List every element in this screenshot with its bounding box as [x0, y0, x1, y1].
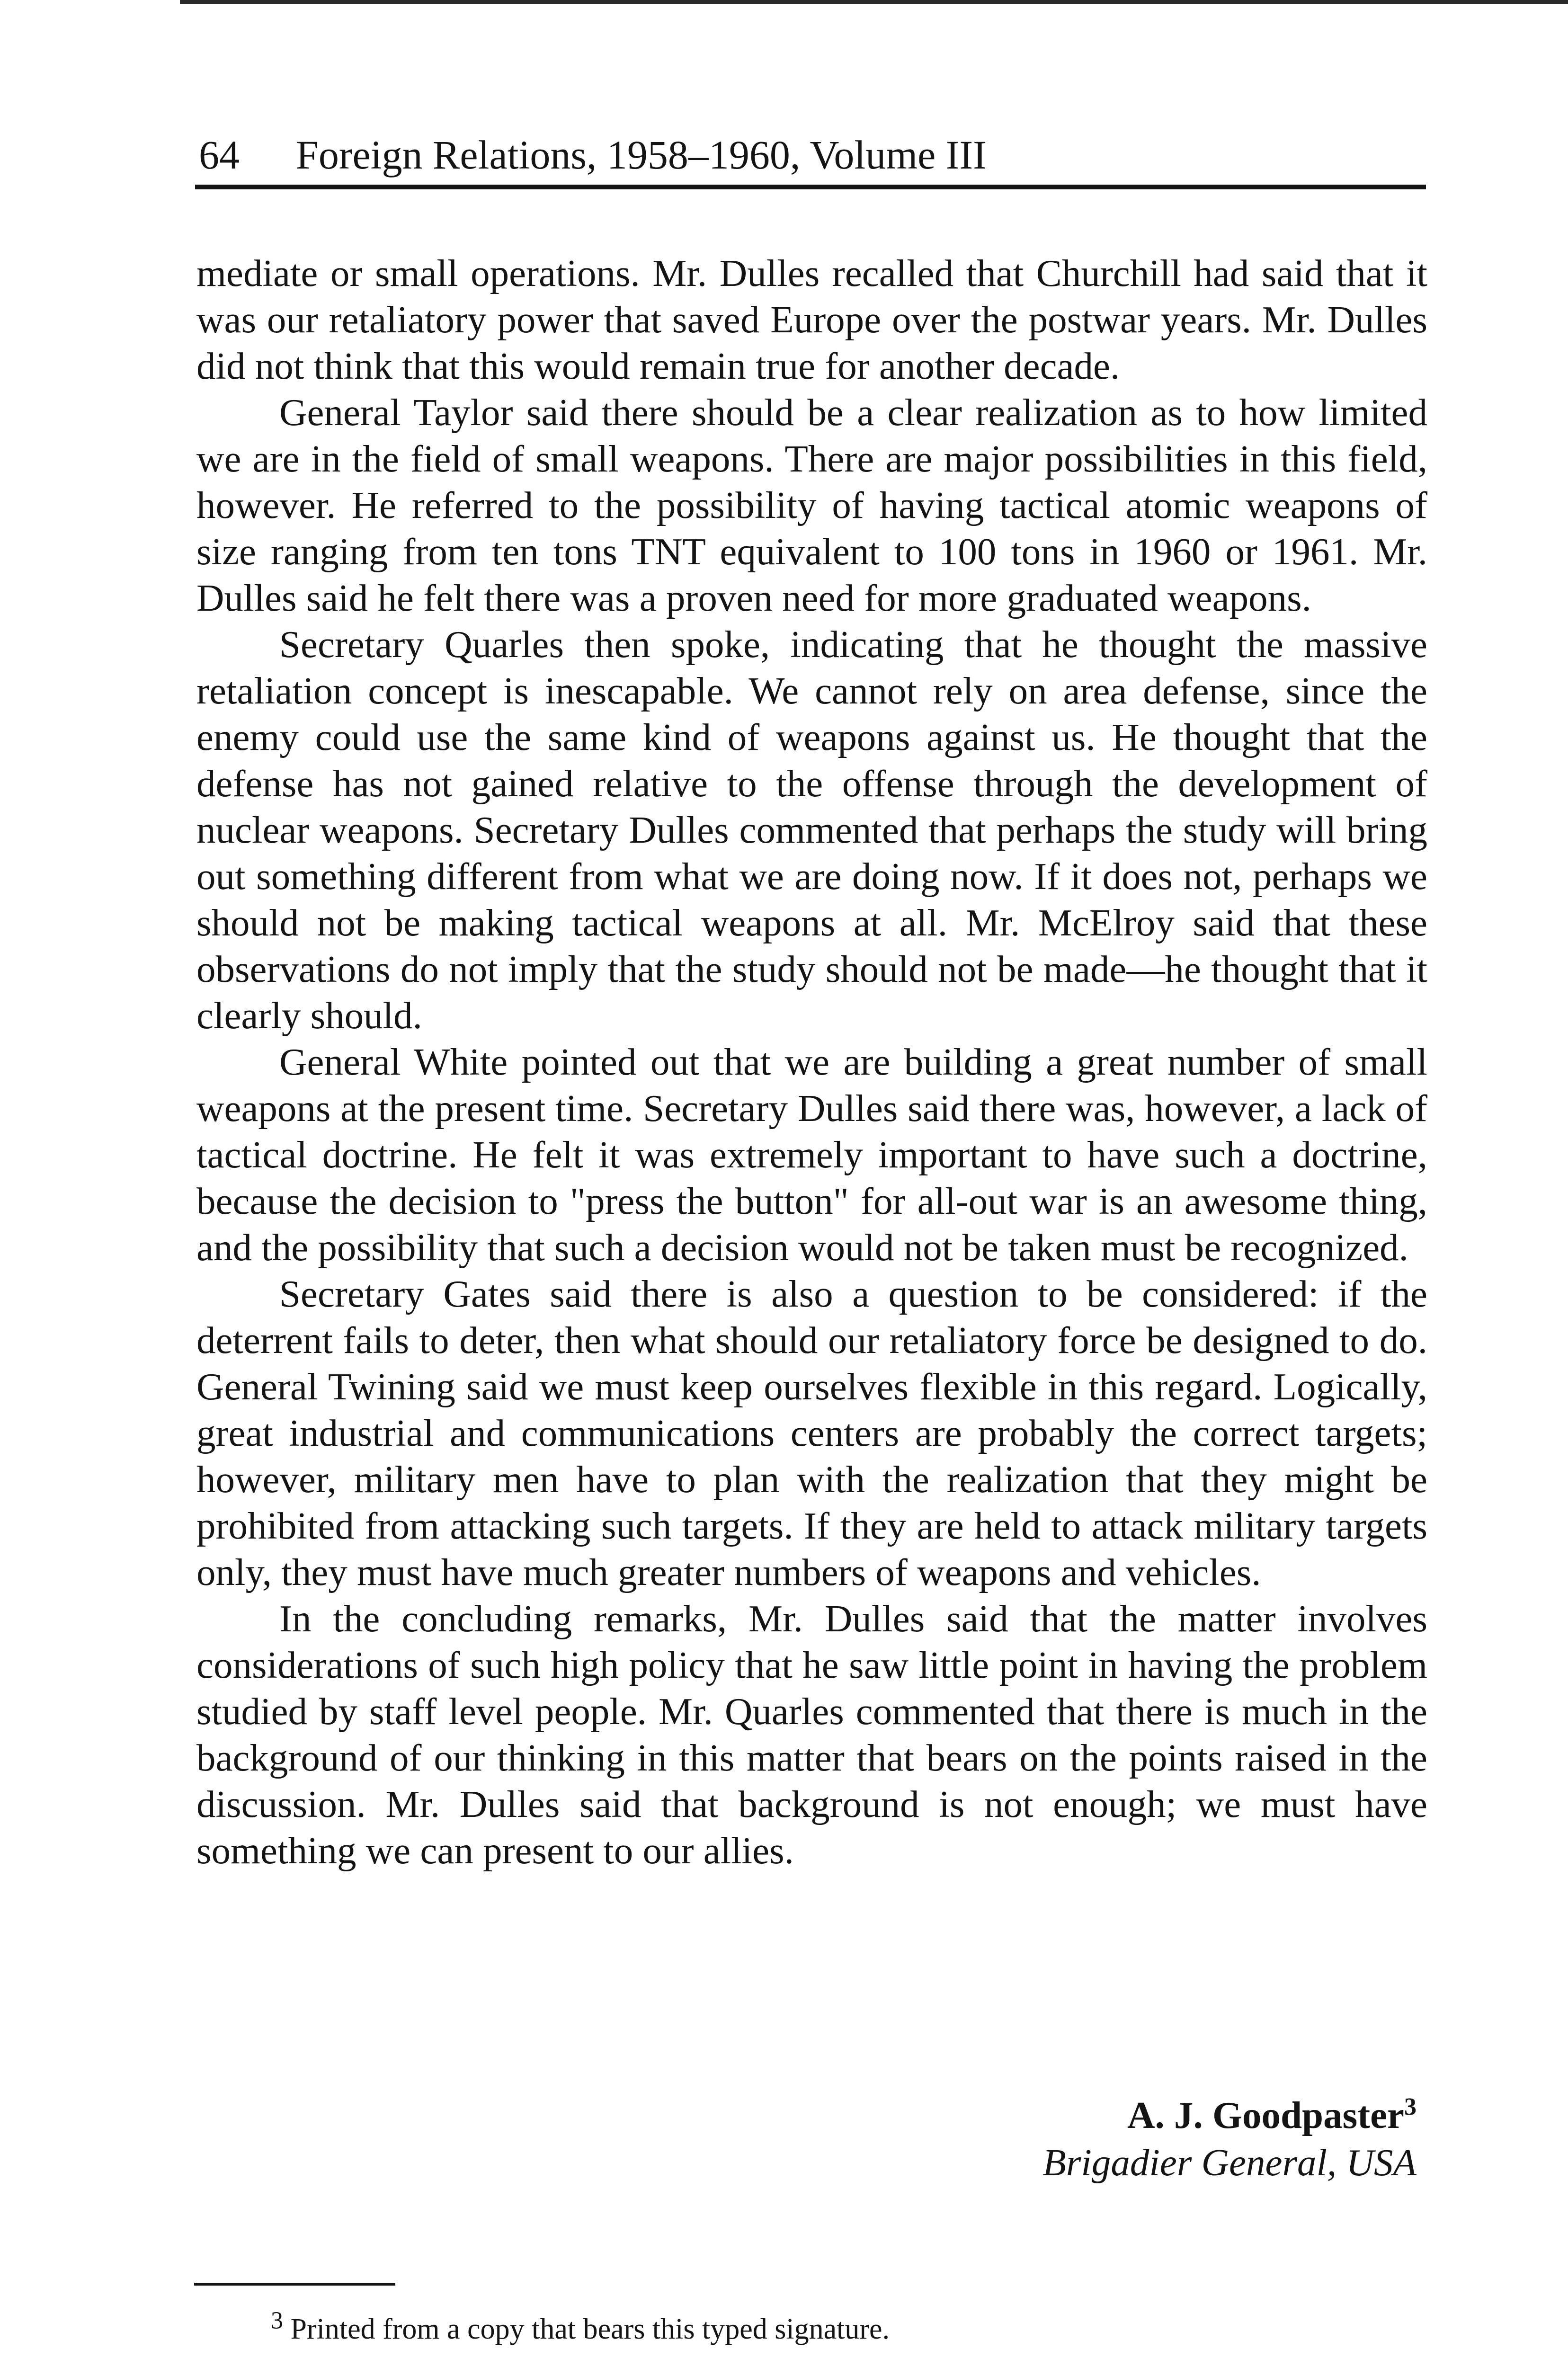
page-number: 64	[199, 132, 240, 178]
signature-title: Brigadier General, USA	[1042, 2141, 1417, 2184]
paragraph: General White pointed out that we are building a great number of small weapons at the present time. Secretary Dulles said there was, however, a lack of tactical doctrine. He felt it was extremely important to have such a doctrine, because the decision to "press the button" for all-out war is an awesome thing, and the possibility that such a decision would not be taken must be recognized.	[196, 1041, 1427, 1269]
signature-name	[900, 2091, 1417, 2139]
running-head	[199, 124, 1430, 186]
paragraph: mediate or small operations. Mr. Dulles recalled that Churchill had said that it was our retaliatory power that saved Europe over the postwar years. Mr. Dulles did not think that this would remain true for another decade.	[196, 252, 1427, 387]
footnote-text: Printed from a copy that bears this typed signature.	[290, 2313, 890, 2345]
signature-name-text: A. J. Goodpaster	[1127, 2094, 1404, 2136]
document-body	[196, 250, 1427, 1874]
page-top-edge	[180, 0, 1568, 4]
signature-footnote-mark: 3	[1404, 2093, 1417, 2120]
header-rule	[195, 185, 1426, 189]
footnote-mark: 3	[271, 2307, 283, 2334]
paragraph: General Taylor said there should be a clear realization as to how limited we are in the field of small weapons. There are major possibilities in this field, however. He referred to the possibility of having tactical atomic weapons of size ranging from ten tons TNT equivalent to 100 tons in 1960 or 1961. Mr. Dulles said he felt there was a proven need for more graduated weapons.	[196, 391, 1427, 619]
paragraph: Secretary Gates said there is also a question to be considered: if the deterrent fails to deter, then what should our retaliatory force be designed to do. General Twining said we must keep ourselves flexible in this regard. Logically, great industrial and communications centers are probably the correct targets; however, military men have to plan with the realization that they might be prohibited from attacking such targets. If they are held to attack military targets only, they must have much greater numbers of weapons and vehicles.	[196, 1272, 1427, 1593]
paragraph: In the concluding remarks, Mr. Dulles said that the matter involves considerations of such high policy that he saw little point in having the problem studied by staff level people. Mr. Quarles commented that there is much in the background of our thinking in this matter that bears on the points raised in the discussion. Mr. Dulles said that background is not enough; we must have something we can present to our allies.	[196, 1597, 1427, 1872]
running-title: Foreign Relations, 1958–1960, Volume III	[296, 132, 987, 178]
footnote	[271, 2307, 1407, 2348]
paragraph: Secretary Quarles then spoke, indicating that he thought the massive retaliation concept is inescapable. We cannot rely on area defense, since the enemy could use the same kind of weapons against us. He thought that the defense has not gained relative to the offense through the development of nuclear weapons. Secretary Dulles commented that perhaps the study will bring out something different from what we are doing now. If it does not, perhaps we should not be making tactical weapons at all. Mr. McElroy said that these observations do not imply that the study should not be made—he thought that it clearly should.	[196, 623, 1427, 1037]
footnote-rule	[194, 2283, 395, 2286]
signature-block	[900, 2091, 1417, 2186]
